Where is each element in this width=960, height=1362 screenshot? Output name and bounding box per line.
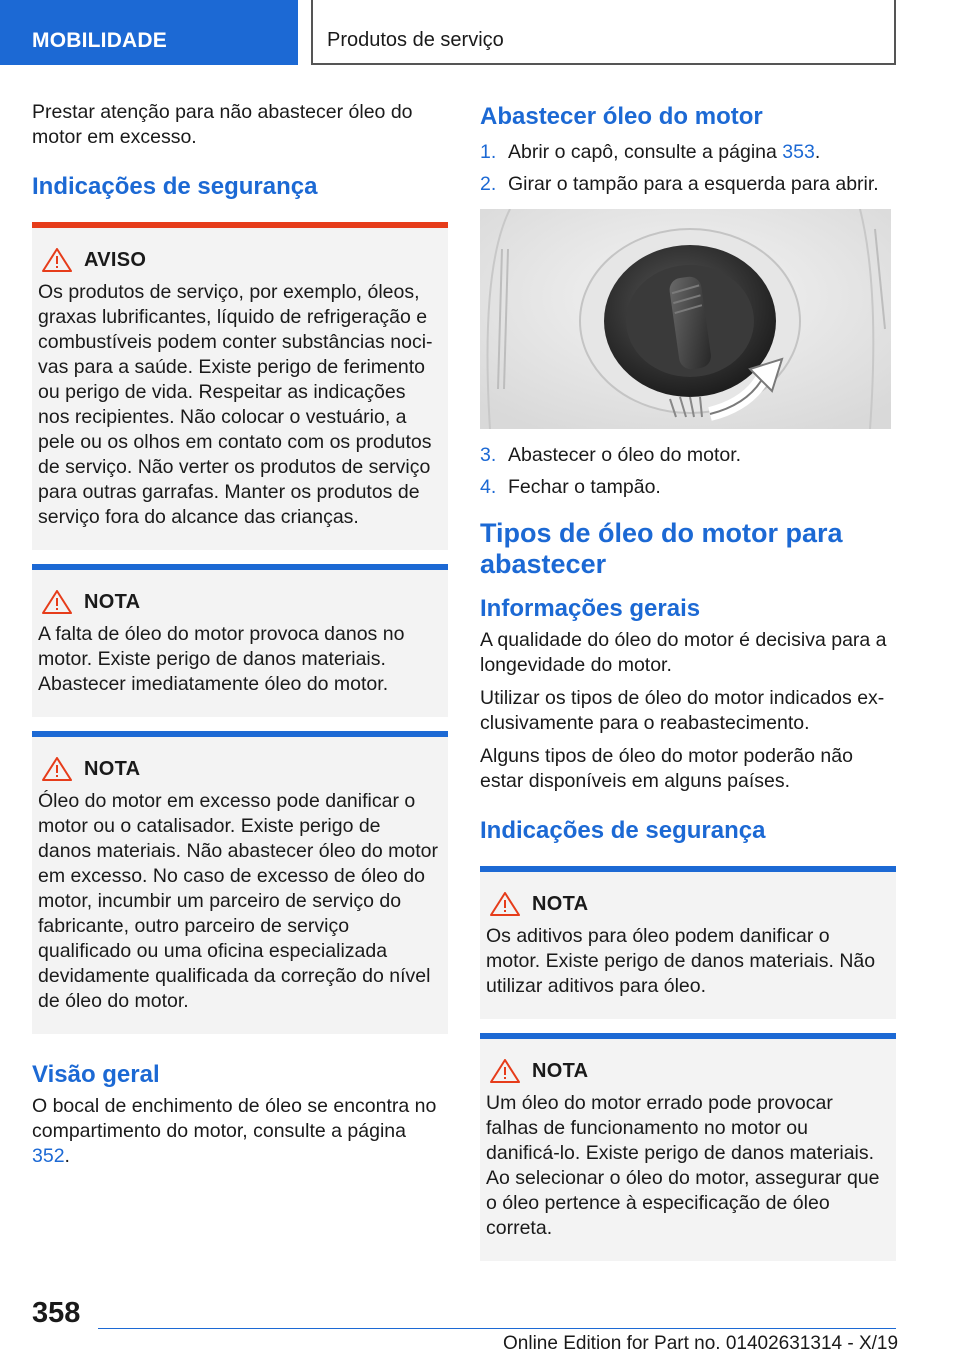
warning-triangle-icon bbox=[490, 1059, 520, 1083]
step-number: 1. bbox=[480, 141, 497, 163]
section-title: MOBILIDADE bbox=[32, 29, 167, 52]
chapter-title: Produtos de serviço bbox=[327, 29, 504, 51]
warning-text: A falta de óleo do motor provoca danos no motor. Existe perigo de danos materiais. Abastecer imediatamente óleo do motor. bbox=[38, 623, 405, 695]
page-link-352[interactable]: 352 bbox=[32, 1145, 65, 1167]
warning-title: AVISO bbox=[84, 248, 147, 271]
warning-box-aviso bbox=[32, 222, 448, 550]
overview-end: . bbox=[64, 1145, 70, 1167]
steps-list-continued bbox=[480, 443, 896, 500]
info-paragraph: A qualidade do óleo do motor é decisiva para a longevidade do motor. bbox=[480, 629, 887, 676]
step-number: 2. bbox=[480, 173, 497, 195]
warning-title: NOTA bbox=[532, 1059, 589, 1082]
warning-triangle-icon bbox=[42, 248, 72, 272]
step-text: Girar o tampão para a esquerda para abrir. bbox=[508, 173, 879, 195]
warning-box-nota bbox=[480, 1033, 896, 1261]
info-heading: Informações gerais bbox=[480, 595, 701, 622]
warning-title: NOTA bbox=[84, 590, 141, 613]
step-text: Abastecer o óleo do motor. bbox=[508, 444, 742, 466]
footer-edition: Online Edition for Part no. 01402631314 - X/19 bbox=[503, 1333, 899, 1354]
step-item bbox=[480, 172, 896, 197]
overview-paragraph bbox=[32, 1094, 448, 1169]
warning-triangle-icon bbox=[490, 892, 520, 916]
chapter-tab bbox=[311, 0, 896, 65]
warning-text: Os produtos de serviço, por exemplo, óleos, graxas lubrificantes, líquido de refrigeração e combustíveis podem conter substâncias nocivas para a saúde. Existe perigo de ferimento ou perigo de vida. Respeitar as indicações nos recipientes. Não colocar o vestuário, a pele ou os olhos em contato com os produtos de serviço. Não verter os produtos de serviço para outras garrafas. Manter os produtos de serviço fora do alcance das crianças. bbox=[38, 281, 433, 528]
oil-types-heading: Tipos de óleo do motor para abastecer bbox=[480, 518, 843, 579]
overview-text: O bocal de enchimento de óleo se encontra no compartimento do motor, consulte a página bbox=[32, 1095, 437, 1142]
page-link-353[interactable]: 353 bbox=[782, 141, 815, 163]
info-paragraph: Alguns tipos de óleo do motor poderão não estar disponíveis em alguns países. bbox=[480, 745, 853, 792]
warning-triangle-icon bbox=[42, 757, 72, 781]
overview-heading: Visão geral bbox=[32, 1061, 160, 1088]
step-label: Abrir o capô, consulte a página bbox=[508, 141, 783, 163]
oil-cap-photo bbox=[480, 209, 891, 429]
step-number: 4. bbox=[480, 476, 497, 498]
step-item bbox=[480, 443, 896, 468]
warning-box-nota bbox=[32, 731, 448, 1034]
step-item bbox=[480, 475, 896, 500]
warning-title: NOTA bbox=[84, 757, 141, 780]
intro-paragraph: Prestar atenção para não abastecer óleo do motor em excesso. bbox=[32, 101, 413, 148]
step-item bbox=[480, 140, 896, 165]
step-number: 3. bbox=[480, 444, 497, 466]
left-column bbox=[32, 100, 448, 1177]
footer-divider bbox=[98, 1328, 896, 1329]
info-paragraph: Utilizar os tipos de óleo do motor indicados exclusivamente para o reabastecimento. bbox=[480, 687, 885, 734]
warning-triangle-icon bbox=[42, 590, 72, 614]
warning-text: Os aditivos para óleo podem danificar o motor. Existe perigo de danos materiais. Não utilizar aditivos para óleo. bbox=[486, 925, 876, 997]
refill-heading: Abastecer óleo do motor bbox=[480, 103, 763, 130]
warning-text: Óleo do motor em excesso pode danificar o motor ou o catalisador. Existe perigo de danos materiais. Não abastecer óleo do motor em excesso. No caso de excesso de óleo do motor, incumbir um parceiro de serviço do fabricante, outro parceiro de serviço qualificado ou uma oficina especializada devidamente qualificada da correção do nível de óleo do motor. bbox=[38, 790, 438, 1012]
warning-text: Um óleo do motor errado pode provocar falhas de funcionamento no motor ou danificá-lo. Existe perigo de danos materiais. Ao selecionar o óleo do motor, assegurar que o óleo pertence à especificação de óleo correta. bbox=[486, 1092, 880, 1239]
warning-box-nota bbox=[32, 564, 448, 717]
steps-list bbox=[480, 140, 896, 197]
step-end: . bbox=[814, 141, 821, 163]
page-number: 358 bbox=[32, 1297, 81, 1329]
safety-heading-left: Indicações de segurança bbox=[32, 173, 318, 200]
right-column bbox=[480, 100, 896, 1275]
step-text: Fechar o tampão. bbox=[508, 476, 661, 498]
section-tab bbox=[0, 0, 298, 65]
step-text bbox=[508, 140, 820, 165]
warning-box-nota bbox=[480, 866, 896, 1019]
warning-title: NOTA bbox=[532, 892, 589, 915]
safety-heading-right: Indicações de segurança bbox=[480, 817, 766, 844]
